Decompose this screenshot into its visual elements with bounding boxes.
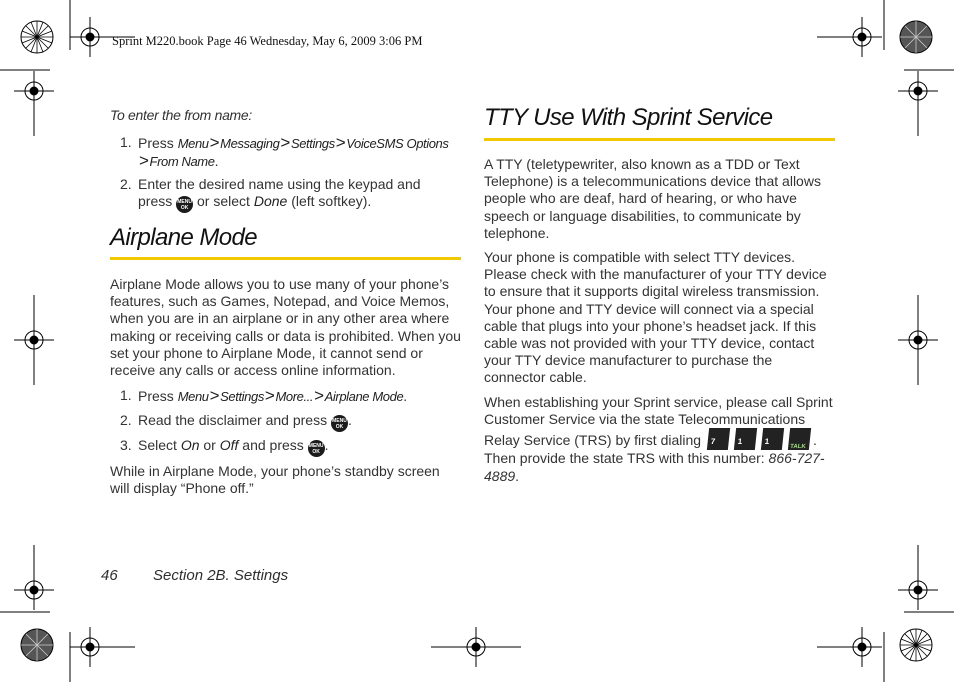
key-talk-icon: TALK	[788, 428, 811, 450]
menu-path: Menu>Settings>More...>Airplane Mode	[177, 386, 404, 405]
menu-ok-button-icon: MENU OK	[176, 196, 193, 213]
section-title-airplane-mode: Airplane Mode	[110, 224, 257, 251]
airplane-mode-paragraph: Airplane Mode allows you to use many of your phone’s features, such as Games, Notepad, and Voice Memos, when you are in an airplane or in any other area where making or receiving calls or data is prohibited. When you set your phone to Airplane Mode, it cannot send or receive any calls or access online information.	[110, 276, 461, 379]
intro-label: To enter the from name:	[110, 107, 252, 123]
tty-paragraph-1: A TTY (teletypewriter, also known as a TDD or Text Telephone) is a telecommunications device that allows people who are deaf, hard of hearing, or who have speech or language disabilities, to communicate by telephone.	[484, 156, 821, 241]
footer-section-name: Section 2B. Settings	[153, 567, 289, 584]
section-rule	[110, 257, 461, 260]
menu-ok-button-icon: MENU OK	[331, 415, 348, 432]
menu-ok-button-icon: MENU OK	[308, 440, 325, 457]
key-1-icon: 1	[734, 428, 757, 450]
airplane-mode-closing: While in Airplane Mode, your phone’s standby screen will display “Phone off.”	[110, 463, 440, 497]
step-number: 2.	[120, 176, 132, 192]
page-number: 46	[101, 567, 118, 584]
step-number: 1.	[120, 134, 132, 150]
tty-paragraph-3: When establishing your Sprint service, please call Sprint Customer Service via the state Telecommunications Relay Service (TRS) by first dialing 7 1 1 TALK . Then provide the state TRS with this number: 866-727-4889.	[484, 394, 833, 484]
menu-path: Menu>Messaging>Settings>VoiceSMS Options >From Name	[139, 133, 449, 171]
tty-paragraph-2: Your phone is compatible with select TTY devices. Please check with the manufacturer of your TTY device to ensure that it supports digital wireless transmission. Your phone and TTY device will connect via a special cable that plugs into your phone’s headset jack. If this cable was not provided with your TTY device, contact your TTY device manufacturer to purchase the connector cable.	[484, 249, 827, 386]
trs-phone-number: 866-727-4889	[484, 450, 825, 484]
key-1-icon: 1	[761, 428, 784, 450]
key-7-pqrs-icon: 7	[707, 428, 730, 450]
step-text: Press Menu>Messaging>Settings>VoiceSMS Options >From Name.	[138, 133, 449, 171]
section-rule	[484, 138, 835, 141]
section-title-tty: TTY Use With Sprint Service	[484, 104, 773, 131]
print-slug: Sprint M220.book Page 46 Wednesday, May 6, 2009 3:06 PM	[112, 34, 423, 48]
step-text: Enter the desired name using the keypad and press MENU OK or select Done (left softkey).	[138, 176, 421, 212]
